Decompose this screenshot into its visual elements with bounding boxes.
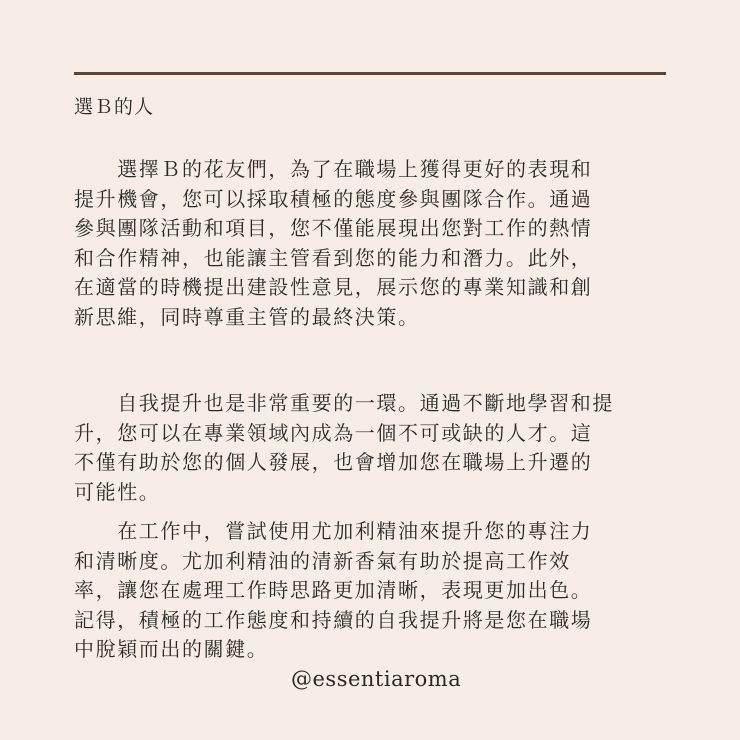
paragraph-3 [74, 517, 592, 665]
paragraph-line: 中脫穎而出的關鍵。 [74, 637, 269, 662]
paragraph-line: 新思維，同時尊重主管的最終決策。 [74, 304, 420, 329]
paragraph-line: 在適當的時機提出建設性意見，展示您的專業知識和創 [74, 275, 593, 300]
top-divider [74, 72, 666, 75]
account-handle: @essentiaroma [291, 667, 462, 691]
paragraph-line: 參與團隊活動和項目，您不僅能展現出您對工作的熱情 [74, 216, 593, 241]
section-heading: 選Ｂ的人 [74, 96, 155, 118]
paragraph-1 [74, 155, 592, 333]
paragraph-2 [74, 389, 614, 507]
paragraph-line: 記得，積極的工作態度和持續的自我提升將是您在職場 [74, 607, 593, 632]
paragraph-line: 率，讓您在處理工作時思路更加清晰，表現更加出色。 [74, 578, 593, 603]
paragraph-line: 自我提升也是非常重要的一環。通過不斷地學習和提 [74, 391, 614, 415]
paragraph-line: 提升機會，您可以採取積極的態度參與團隊合作。通過 [74, 186, 593, 211]
paragraph-line: 和清晰度。尤加利精油的清新香氣有助於提高工作效 [74, 548, 571, 573]
paragraph-line: 在工作中，嘗試使用尤加利精油來提升您的專注力 [74, 519, 593, 543]
paragraph-line: 升，您可以在專業領域內成為一個不可或缺的人才。這 [74, 420, 593, 445]
paragraph-line: 可能性。 [74, 479, 161, 504]
paragraph-line: 選擇Ｂ的花友們，為了在職場上獲得更好的表現和 [74, 157, 593, 181]
paragraph-line: 不僅有助於您的個人發展，也會增加您在職場上升遷的 [74, 450, 593, 475]
paragraph-line: 和合作精神，也能讓主管看到您的能力和潛力。此外， [74, 245, 593, 270]
